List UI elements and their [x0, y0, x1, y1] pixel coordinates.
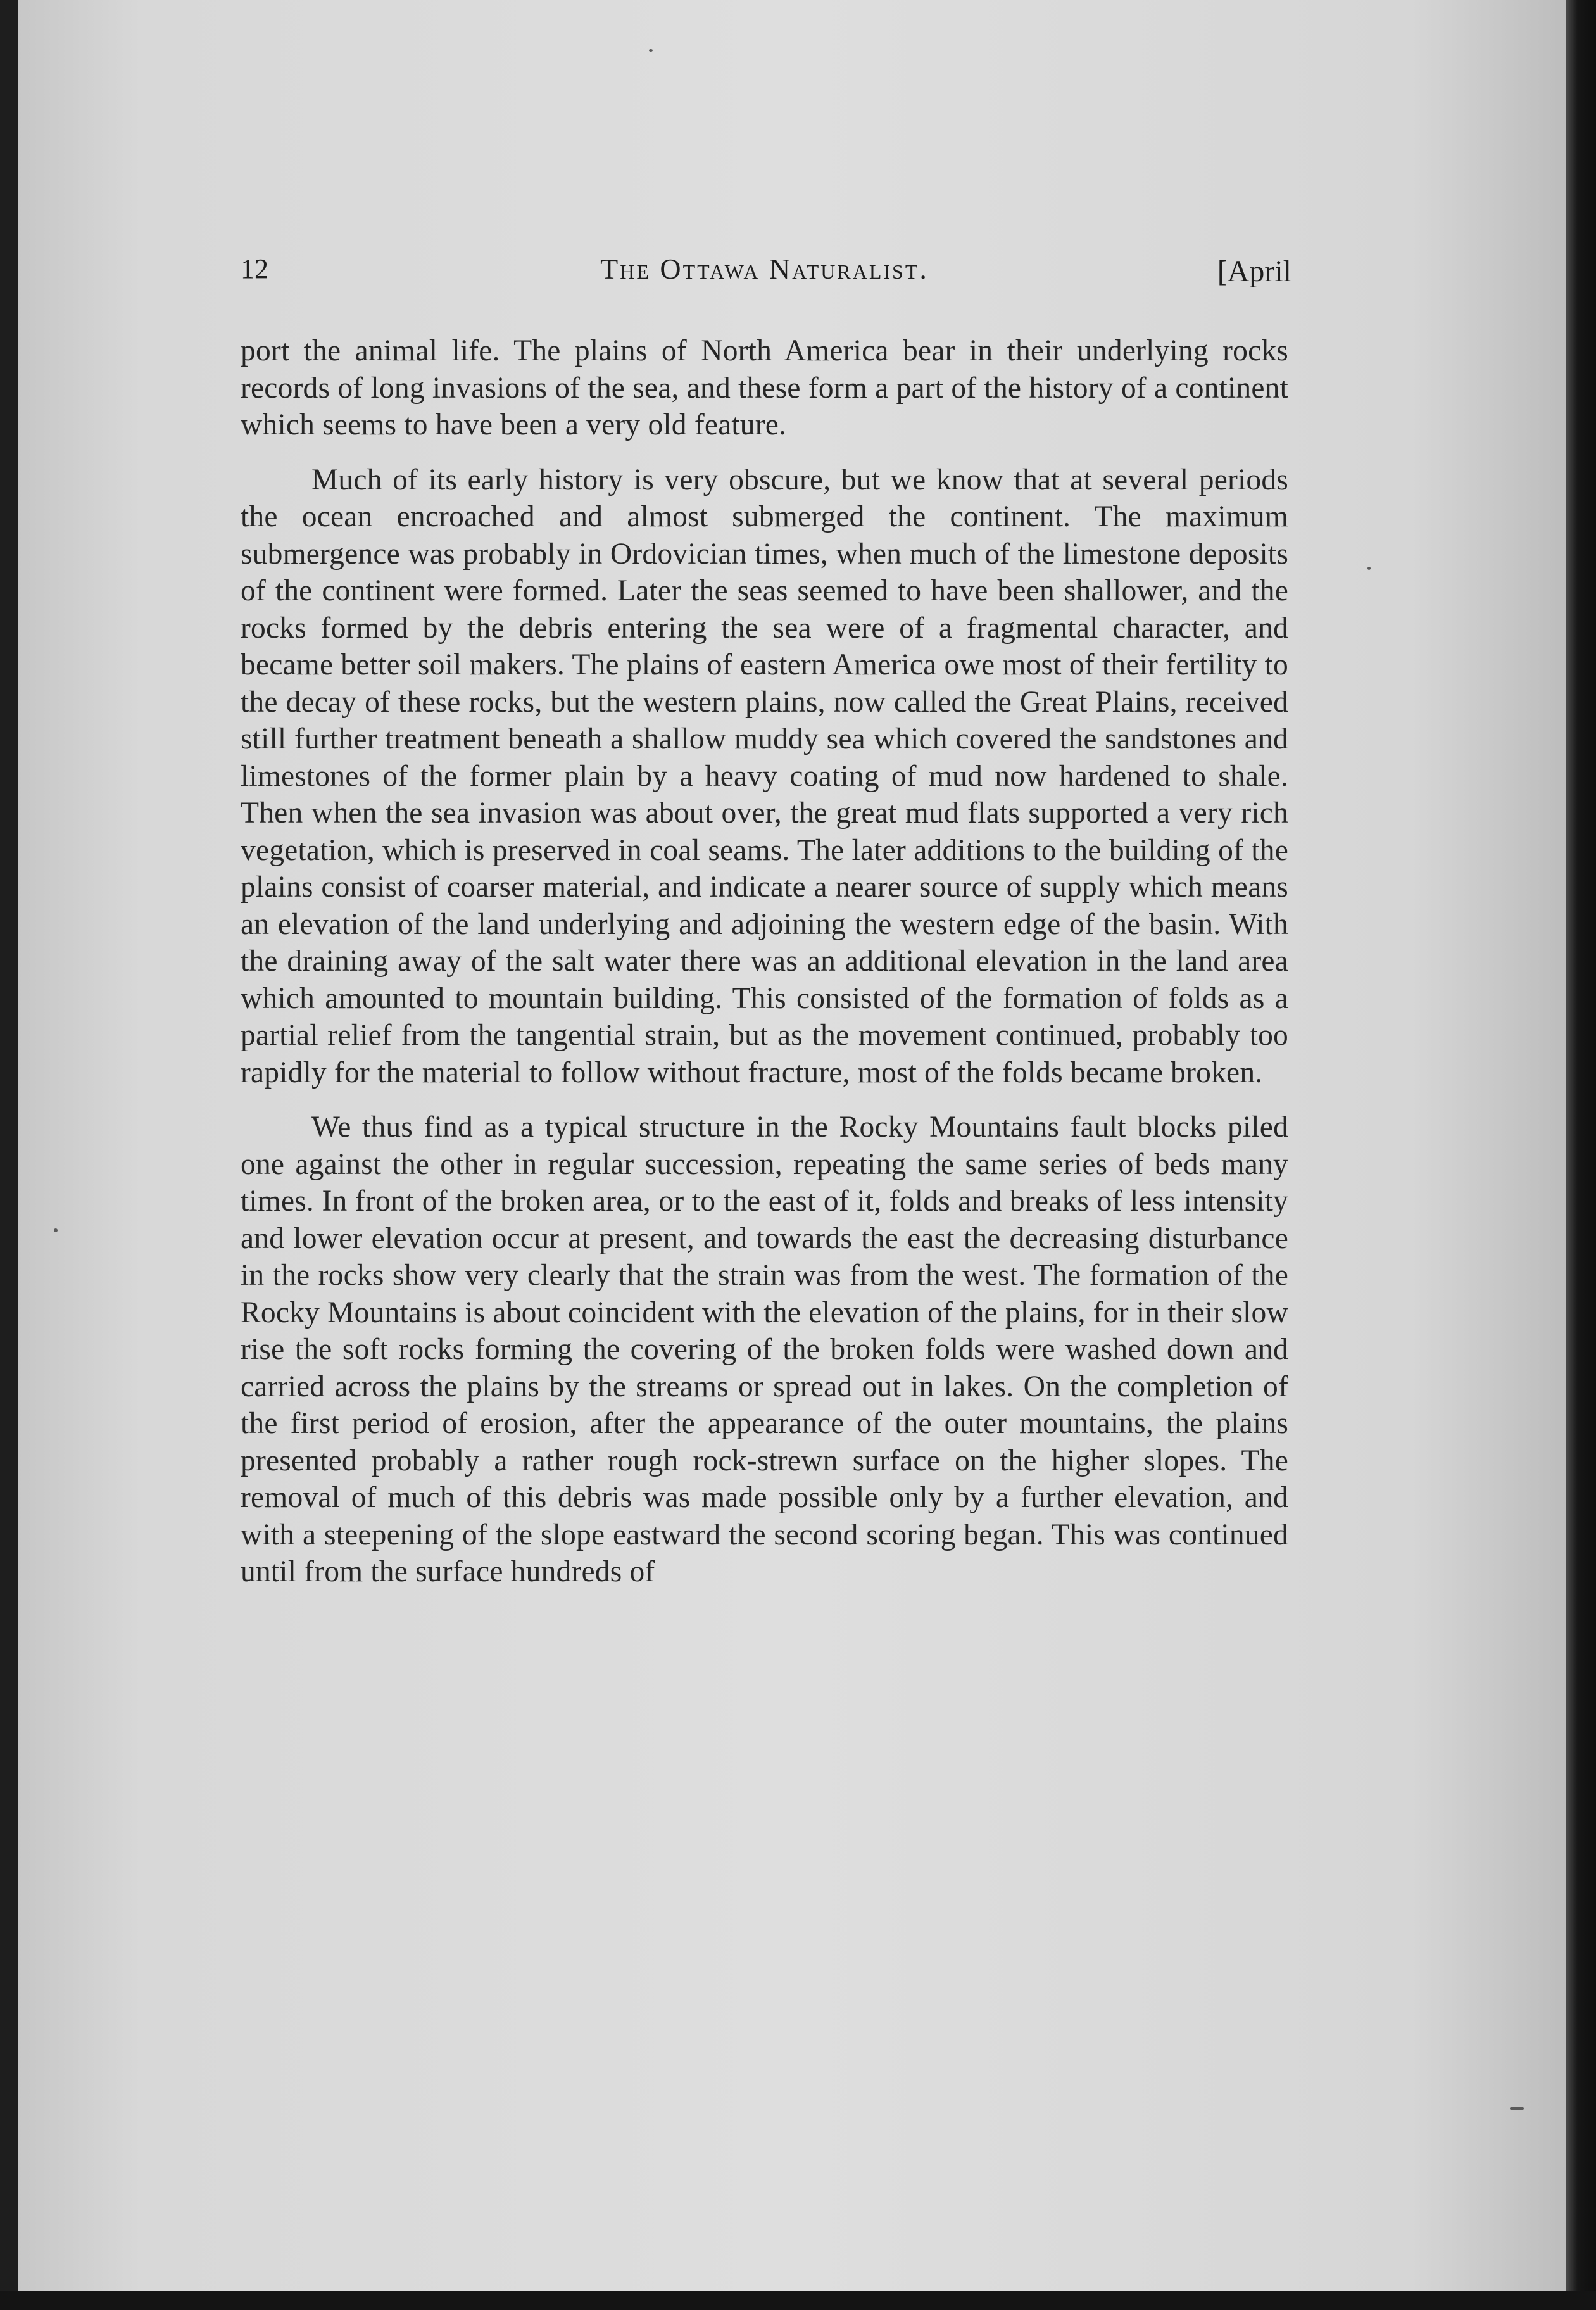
article-body	[241, 332, 1288, 1591]
page-number: 12	[241, 253, 268, 284]
paragraph: We thus find as a typical structure in the Rocky Mountains fault blocks piled one against the other in regular succession, repeating the same series of beds many times. In front of the broken area, or to the east of it, folds and breaks of less intensity and lower elevation occur at present, and towards the east the decreasing disturbance in the rocks show very clearly that the strain was from the west. The formation of the Rocky Mountains is about coincident with the elevation of the plains, for in their slow rise the soft rocks forming the covering of the broken folds were washed down and carried across the plains by the streams or spread out in lakes. On the completion of the first period of erosion, after the appearance of the outer mountains, the plains presented probably a rather rough rock-strewn surface on the higher slopes. The removal of much of this debris was made possible only by a further elevation, and with a steepening of the slope eastward the second scoring began. This was continued until from the surface hundreds of	[241, 1111, 1288, 1588]
dust-speck	[649, 49, 653, 52]
paragraph: Much of its early history is very obscure, but we know that at several periods the ocean encroached and almost submerged the continent. The maximum submergence was probably in Ordovician times, when much of the limestone deposits of the continent were formed. Later the seas seemed to have been shallower, and the rocks formed by the debris entering the sea were of a fragmental character, and became better soil makers. The plains of eastern America owe most of their fertility to the decay of these rocks, but the western plains, now called the Great Plains, received still further treatment beneath a shallow muddy sea which covered the sandstones and limestones of the former plain by a heavy coating of mud now hardened to shale. Then when the sea invasion was about over, the great mud flats supported a very rich vegetation, which is preserved in coal seams. The later additions to the building of the plains consist of coarser material, and indicate a nearer source of supply which means an elevation of the land underlying and adjoining the western edge of the basin. With the draining away of the salt water there was an additional elevation in the land area which amounted to mountain building. This consisted of the formation of folds as a partial relief from the tangential strain, but as the movement continued, probably too rapidly for the material to follow without fracture, most of the folds became broken.	[241, 463, 1288, 1089]
journal-title: The Ottawa Naturalist.	[600, 253, 929, 285]
bottom-edge-shadow	[0, 2291, 1596, 2310]
page-content	[241, 244, 1291, 1608]
dust-speck	[1367, 567, 1371, 570]
binding-shadow	[1566, 0, 1596, 2310]
issue-month: [April	[1217, 255, 1291, 288]
paragraph: port the animal life. The plains of North America bear in their underlying rocks records of long invasions of the sea, and these form a part of the history of a continent which seems to have been a very old feature.	[241, 334, 1288, 441]
dust-speck	[1510, 2107, 1524, 2110]
dust-speck	[54, 1228, 58, 1232]
running-head	[241, 244, 1291, 294]
